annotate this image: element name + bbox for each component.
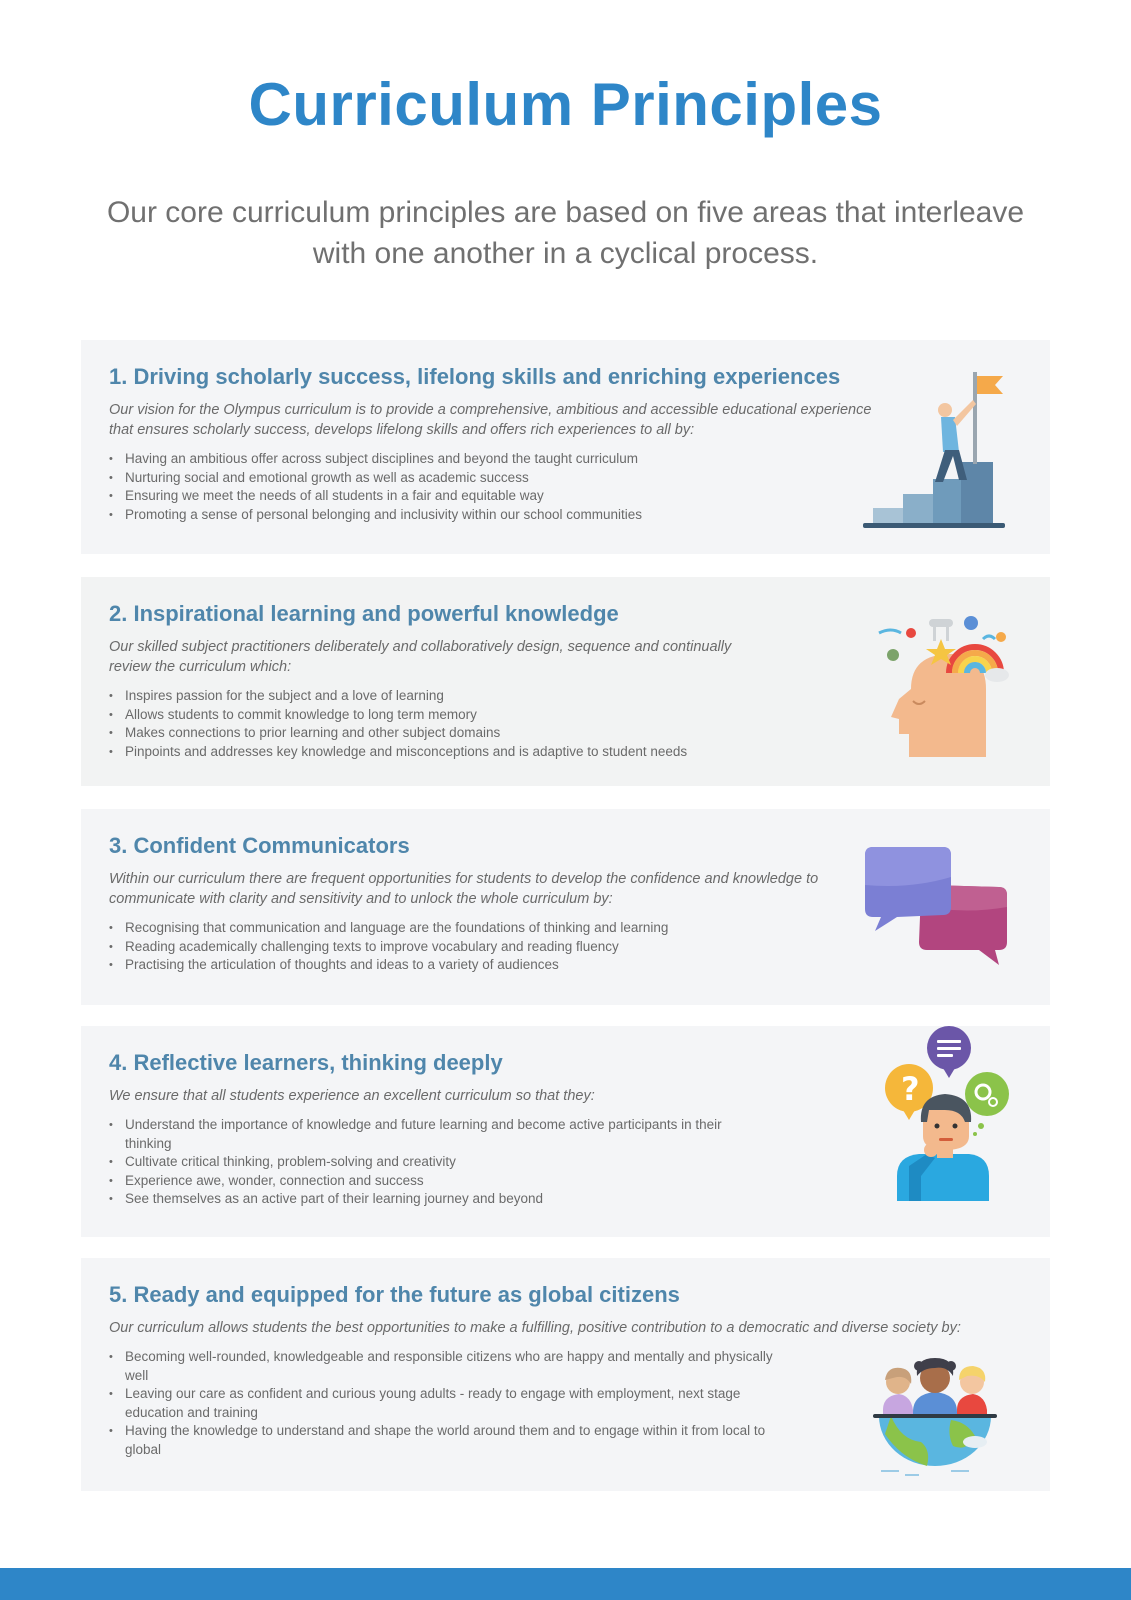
speech-bubbles-icon [861,847,1016,972]
section-title: 1. Driving scholarly success, lifelong skills and enriching experiences [109,364,841,389]
head-with-rainbow-ideas-icon [871,609,1011,759]
list-item: • Promoting a sense of personal belonging and inclusivity within our school communities [109,506,829,525]
section-card-3 [81,809,1050,1005]
list-item: • Makes connections to prior learning and other subject domains [109,724,829,743]
section-card-2 [81,577,1050,786]
list-item: • Having the knowledge to understand and shape the world around them and to engage within it from local to global [109,1422,789,1459]
list-item: • Allows students to commit knowledge to long term memory [109,706,829,725]
section-title: 5. Ready and equipped for the future as global citizens [109,1282,680,1307]
section-bullets [109,1348,789,1459]
section-bullets [109,450,829,524]
list-item: • Reading academically challenging texts to improve vocabulary and reading fluency [109,938,829,957]
list-item: • Practising the articulation of thoughts and ideas to a variety of audiences [109,956,829,975]
list-item: • Recognising that communication and language are the foundations of thinking and learning [109,919,829,938]
section-intro: We ensure that all students experience an excellent curriculum so that they: [109,1088,595,1104]
thinking-person-icon [879,1026,1009,1201]
list-item: • Having an ambitious offer across subject disciplines and beyond the taught curriculum [109,450,829,469]
section-card-5 [81,1258,1050,1491]
section-title: 4. Reflective learners, thinking deeply [109,1050,503,1075]
section-intro: Our skilled subject practitioners deliberately and collaboratively design, sequence and continually review the curriculum which: [109,639,732,675]
section-intro: Our curriculum allows students the best opportunities to make a fulfilling, positive contribution to a democratic and diverse society by: [109,1320,961,1336]
list-item: • Leaving our care as confident and curious young adults - ready to engage with employment, next stage education and training [109,1385,789,1422]
person-climbing-steps-flag-icon [863,370,1013,540]
page-intro: Our core curriculum principles are based on five areas that interleave with one another in a cyclical process. [106,196,1025,270]
section-card-4 [81,1026,1050,1237]
section-title: 2. Inspirational learning and powerful knowledge [109,601,619,626]
list-item: • Inspires passion for the subject and a love of learning [109,687,829,706]
list-item: • Cultivate critical thinking, problem-solving and creativity [109,1153,769,1172]
section-title: 3. Confident Communicators [109,833,410,858]
section-intro: Our vision for the Olympus curriculum is to provide a comprehensive, ambitious and accessible educational experience that ensures scholarly success, develops lifelong skills and offers rich experiences to all by: [109,402,872,438]
list-item: • Nurturing social and emotional growth as well as academic success [109,469,829,488]
section-bullets [109,919,829,975]
list-item: • Ensuring we meet the needs of all students in a fair and equitable way [109,487,829,506]
list-item: • Understand the importance of knowledge and future learning and become active participants in their thinking [109,1116,769,1153]
section-intro: Within our curriculum there are frequent opportunities for students to develop the confidence and knowledge to communicate with clarity and sensitivity and to unlock the whole curriculum by: [109,871,819,907]
list-item: • See themselves as an active part of their learning journey and beyond [109,1190,769,1209]
svg-text:?: ? [901,1070,920,1108]
section-bullets [109,687,829,761]
footer-bar [0,1568,1131,1600]
people-on-globe-icon [871,1350,1001,1480]
page-title: Curriculum Principles [248,71,883,138]
list-item: • Experience awe, wonder, connection and success [109,1172,769,1191]
list-item: • Pinpoints and addresses key knowledge and misconceptions and is adaptive to student needs [109,743,829,762]
section-card-1 [81,340,1050,554]
section-bullets [109,1116,769,1209]
list-item: • Becoming well-rounded, knowledgeable and responsible citizens who are happy and mentally and physically well [109,1348,789,1385]
